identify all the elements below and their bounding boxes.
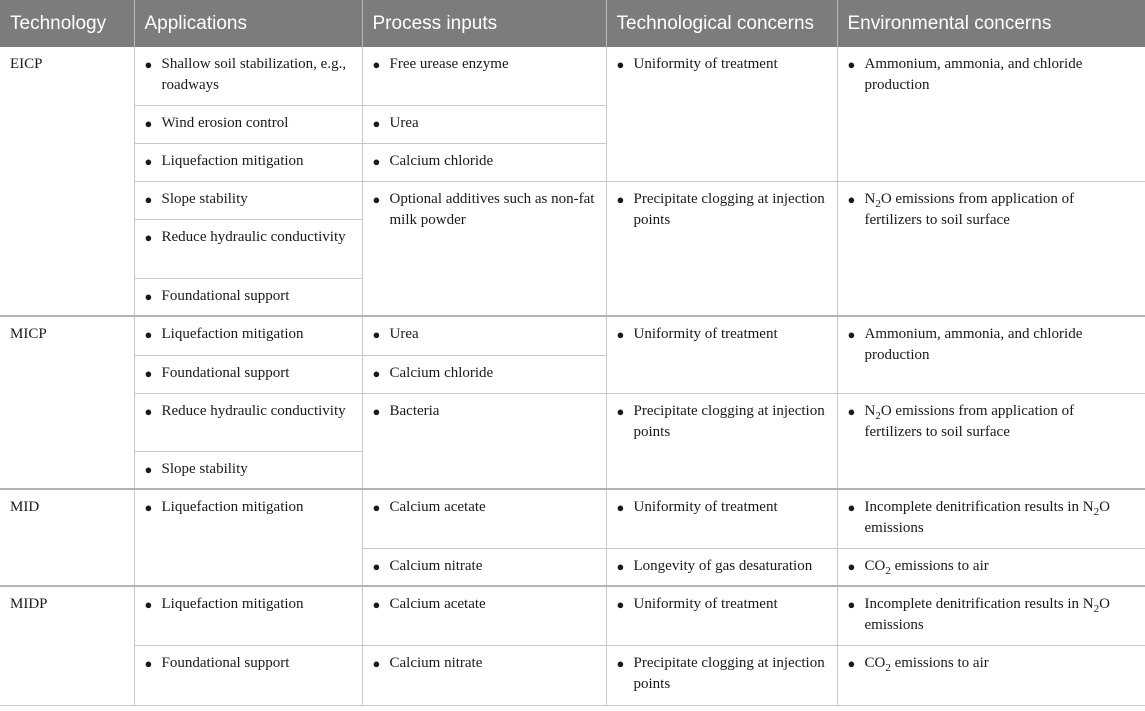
input-text: Urea: [389, 114, 419, 131]
env-concern-text: Ammonium, ammonia, and chloride production: [864, 56, 1083, 93]
input-cell: [362, 143, 606, 181]
input-text: Free urease enzyme: [389, 56, 509, 72]
header-environmental-concerns: Environmental concerns: [837, 0, 1145, 47]
app-cell: [134, 451, 362, 489]
bullet-icon: ●: [372, 655, 381, 671]
tech-concern-text: Longevity of gas desaturation: [633, 557, 813, 574]
env-concern-text: Ammonium, ammonia, and chloride production: [864, 326, 1083, 363]
app-cell: [134, 47, 362, 105]
app-cell: [134, 316, 362, 355]
bullet-icon: ●: [616, 403, 625, 419]
env-concern-cell: [837, 47, 1145, 181]
bullet-icon: ●: [372, 153, 381, 169]
header-row: [0, 0, 1145, 47]
input-cell: [362, 47, 606, 105]
app-text: Foundational support: [161, 287, 290, 304]
app-cell: [134, 586, 362, 645]
bullet-icon: ●: [372, 191, 381, 207]
bullet-icon: ●: [144, 57, 153, 72]
bullet-icon: ●: [144, 115, 153, 131]
input-text: Bacteria: [389, 402, 440, 419]
tech-concern-cell: [606, 316, 837, 393]
env-concern-cell: [837, 489, 1145, 548]
tech-concern-cell: [606, 645, 837, 705]
tech-concern-cell: [606, 489, 837, 548]
bullet-icon: ●: [372, 327, 381, 342]
tech-concern-cell: [606, 586, 837, 645]
input-cell: [362, 316, 606, 355]
input-text: Calcium chloride: [389, 364, 494, 381]
input-text: Calcium acetate: [389, 596, 486, 612]
tech-label: MID: [10, 499, 40, 515]
bullet-icon: ●: [144, 191, 153, 207]
header-technological-concerns: Technological concerns: [606, 0, 837, 47]
tech-concern-text: Precipitate clogging at injection points: [633, 190, 825, 228]
app-cell: [134, 355, 362, 393]
app-text: Wind erosion control: [161, 114, 289, 131]
input-text: Urea: [389, 326, 419, 342]
env-concern-text: $N_2O$ emissions from application of fertilizers to soil surface: [864, 402, 1075, 440]
bullet-icon: ●: [847, 500, 856, 515]
input-cell: [362, 586, 606, 645]
env-concern-text: $N_2O$ emissions from application of fertilizers to soil surface: [864, 190, 1075, 228]
app-text: Reduce hydraulic conductivity: [161, 228, 346, 245]
input-cell: [362, 548, 606, 586]
bullet-icon: ●: [847, 57, 856, 72]
env-concern-text: Incomplete denitrification results in $N_2O$ emissions: [864, 499, 1110, 536]
table-row: [0, 393, 1145, 451]
tech-concern-text: Precipitate clogging at injection points: [633, 402, 825, 440]
tech-cell-midp: [0, 586, 134, 705]
env-concern-text: $CO_2$ emissions to air: [864, 654, 989, 674]
bullet-icon: ●: [144, 461, 153, 477]
bullet-icon: ●: [372, 558, 381, 574]
app-cell: [134, 645, 362, 705]
bullet-icon: ●: [144, 403, 153, 419]
app-text: Liquefaction mitigation: [161, 152, 304, 169]
env-concern-cell: [837, 181, 1145, 316]
input-text: Calcium nitrate: [389, 557, 483, 574]
tech-concern-text: Uniformity of treatment: [633, 596, 778, 612]
app-text: Foundational support: [161, 654, 290, 671]
input-cell: [362, 105, 606, 143]
app-text: Slope stability: [161, 190, 248, 207]
input-text: Calcium nitrate: [389, 654, 483, 671]
table-row: [0, 645, 1145, 705]
env-concern-cell: [837, 393, 1145, 489]
bullet-icon: ●: [372, 365, 381, 381]
input-cell: [362, 645, 606, 705]
tech-concern-cell: [606, 548, 837, 586]
app-text: Slope stability: [161, 460, 248, 477]
app-cell: [134, 181, 362, 219]
bullet-icon: ●: [372, 597, 381, 612]
table-row: [0, 181, 1145, 219]
tech-cell-eicp: [0, 47, 134, 316]
bullet-icon: ●: [372, 403, 381, 419]
input-text: Calcium chloride: [389, 152, 494, 169]
tech-cell-mid: [0, 489, 134, 586]
input-text: Calcium acetate: [389, 499, 486, 515]
bullet-icon: ●: [144, 655, 153, 671]
input-cell: [362, 489, 606, 548]
bullet-icon: ●: [847, 403, 856, 419]
input-cell: [362, 181, 606, 316]
bullet-icon: ●: [616, 57, 625, 72]
app-cell: [134, 393, 362, 451]
tech-concern-text: Uniformity of treatment: [633, 326, 778, 342]
bullet-icon: ●: [144, 365, 153, 381]
bullet-icon: ●: [144, 229, 153, 245]
header-applications: Applications: [134, 0, 362, 47]
tech-concern-cell: [606, 181, 837, 316]
bullet-icon: ●: [847, 558, 856, 574]
bullet-icon: ●: [616, 191, 625, 207]
tech-concern-cell: [606, 47, 837, 181]
tech-cell-micp: [0, 316, 134, 489]
tech-concern-text: Uniformity of treatment: [633, 56, 778, 72]
app-text: Liquefaction mitigation: [161, 596, 304, 612]
tech-concern-text: Precipitate clogging at injection points: [633, 654, 825, 692]
table-row: [0, 316, 1145, 355]
app-cell: [134, 219, 362, 278]
table-row: [0, 489, 1145, 548]
env-concern-cell: [837, 316, 1145, 393]
app-text: Shallow soil stabilization, e.g., roadways: [161, 56, 347, 93]
bullet-icon: ●: [616, 558, 625, 574]
env-concern-cell: [837, 645, 1145, 705]
app-text: Foundational support: [161, 364, 290, 381]
bullet-icon: ●: [847, 655, 856, 671]
bullet-icon: ●: [847, 191, 856, 207]
tech-label: EICP: [10, 56, 43, 72]
tech-concern-text: Uniformity of treatment: [633, 499, 778, 515]
input-text: Optional additives such as non-fat milk powder: [389, 190, 595, 228]
bullet-icon: ●: [616, 500, 625, 515]
bullet-icon: ●: [144, 153, 153, 169]
app-cell: [134, 489, 362, 586]
input-cell: [362, 355, 606, 393]
env-concern-text: Incomplete denitrification results in $N_2O$ emissions: [864, 596, 1110, 633]
tech-label: MICP: [10, 326, 47, 342]
bullet-icon: ●: [372, 500, 381, 515]
env-concern-text: $CO_2$ emissions to air: [864, 557, 989, 577]
bullet-icon: ●: [847, 327, 856, 342]
bullet-icon: ●: [144, 327, 153, 342]
bullet-icon: ●: [372, 57, 381, 72]
app-cell: [134, 105, 362, 143]
header-process-inputs: Process inputs: [362, 0, 606, 47]
app-text: Liquefaction mitigation: [161, 499, 304, 515]
bullet-icon: ●: [372, 115, 381, 131]
bullet-icon: ●: [616, 655, 625, 671]
app-text: Reduce hydraulic conductivity: [161, 402, 346, 419]
bullet-icon: ●: [847, 597, 856, 612]
bullet-icon: ●: [144, 597, 153, 612]
bullet-icon: ●: [144, 288, 153, 304]
bullet-icon: ●: [616, 327, 625, 342]
bullet-icon: ●: [616, 597, 625, 612]
header-technology: Technology: [0, 0, 134, 47]
table-row: [0, 47, 1145, 105]
input-cell: [362, 393, 606, 489]
app-text: Liquefaction mitigation: [161, 326, 304, 342]
app-cell: [134, 143, 362, 181]
tech-concern-cell: [606, 393, 837, 489]
env-concern-cell: [837, 548, 1145, 586]
tech-label: MIDP: [10, 596, 48, 612]
table-row: [0, 586, 1145, 645]
env-concern-cell: [837, 586, 1145, 645]
bullet-icon: ●: [144, 500, 153, 515]
app-cell: [134, 278, 362, 316]
